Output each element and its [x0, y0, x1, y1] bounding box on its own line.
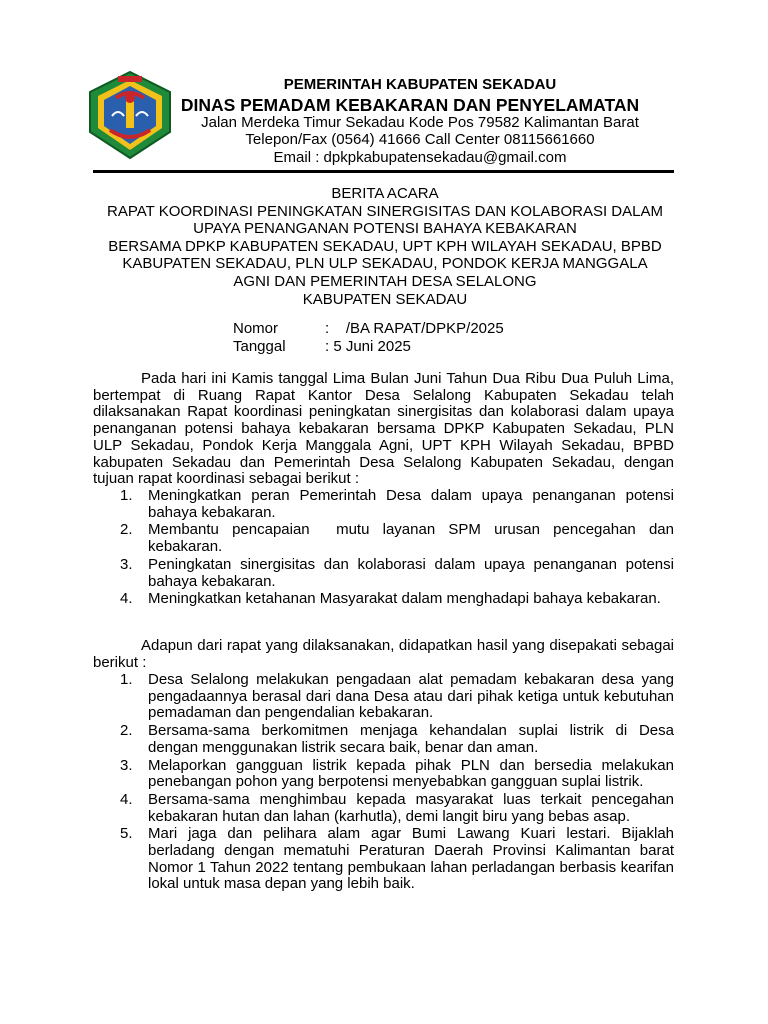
results-intro: Adapun dari rapat yang dilaksanakan, didapatkan hasil yang disepakati sebagai berikut :: [93, 637, 674, 671]
letterhead-agency: DINAS PEMADAM KEBAKARAN DAN PENYELAMATAN: [180, 95, 640, 115]
list-text: Peningkatan sinergisitas dan kolaborasi dalam upaya penanganan potensi bahaya kebakaran.: [148, 555, 674, 590]
list-item: [93, 758, 674, 791]
list-text: Mari jaga dan pelihara alam agar Bumi Lawang Kuari lestari. Bijaklah berladang dengan mematuhi Peraturan Daerah Provinsi Kalimantan barat Nomor 1 Tahun 2022 tentang pembukaan lahan perladangan berbasis kearifan lokal untuk masa depan yang lebih baik.: [148, 825, 674, 893]
list-item: [93, 672, 674, 722]
title-line: BERSAMA DPKP KABUPATEN SEKADAU, UPT KPH WILAYAH SEKADAU, BPBD: [108, 237, 662, 255]
list-item: [93, 557, 674, 590]
letterhead-address: Jalan Merdeka Timur Sekadau Kode Pos 79582 Kalimantan Barat: [201, 114, 639, 131]
letterhead-divider: [93, 170, 674, 173]
list-number: 3.: [120, 756, 133, 774]
list-text: Bersama-sama berkomitmen menjaga kehandalan suplai listrik di Desa dengan menggunakan listrik secara baik, benar dan aman.: [148, 722, 674, 756]
list-item: [93, 591, 674, 608]
list-text: Meningkatkan ketahanan Masyarakat dalam menghadapi bahaya kebakaran.: [148, 590, 661, 608]
list-number: 1.: [120, 487, 133, 504]
results-list: [93, 672, 674, 894]
tanggal-row: [233, 338, 504, 356]
tanggal-value: : 5 Juni 2025: [325, 338, 411, 355]
title-line: AGNI DAN PEMERINTAH DESA SELALONG: [233, 272, 537, 290]
list-number: 2.: [120, 722, 133, 740]
list-item: [93, 792, 674, 825]
letterhead-email: Email : dpkpkabupatensekadau@gmail.com: [273, 149, 567, 166]
title-line: KABUPATEN SEKADAU: [302, 290, 468, 308]
list-number: 2.: [120, 521, 133, 539]
title-line: UPAYA PENANGANAN POTENSI BAHAYA KEBAKARAN: [193, 220, 577, 238]
list-item: [93, 723, 674, 756]
document-title: [80, 185, 690, 308]
intro-section: [93, 371, 674, 488]
title-line: BERITA ACARA: [331, 185, 439, 202]
nomor-value: : /BA RAPAT/DPKP/2025: [325, 320, 504, 337]
letterhead-government: PEMERINTAH KABUPATEN SEKADAU: [283, 76, 557, 93]
list-item: [93, 488, 674, 521]
nomor-label: Nomor: [233, 320, 279, 337]
nomor-row: [233, 320, 504, 338]
list-number: 1.: [120, 671, 133, 688]
list-item: [93, 826, 674, 893]
letterhead-phone: Telepon/Fax (0564) 41666 Call Center 08115661660: [245, 131, 595, 148]
list-number: 5.: [120, 825, 133, 843]
list-text: Membantu pencapaian mutu layanan SPM urusan pencegahan dan kebakaran.: [148, 521, 679, 556]
list-text: Melaporkan gangguan listrik kepada pihak PLN dan bersedia melakukan penebangan pohon yang berpotensi menyebabkan gangguan suplai listrik.: [148, 756, 674, 791]
intro-paragraph: Pada hari ini Kamis tanggal Lima Bulan Juni Tahun Dua Ribu Dua Puluh Lima, bertempat di Ruang Rapat Kantor Desa Selalong Kabupaten Sekadau telah dilaksanakan Rapat koordinasi peningkatan sinergisitas dan kolaborasi dalam upaya penanganan potensi bahaya kebakaran bersama DPKP Kabupaten Sekadau, PLN ULP Sekadau, Pondok Kerja Manggala Agni, UPT KPH Wilayah Sekadau, BPBD kabupaten Sekadau dan Pemerintah Desa Selalong Kabupaten Sekadau, dengan tujuan rapat koordinasi sebagai berikut :: [93, 370, 674, 488]
title-line: RAPAT KOORDINASI PENINGKATAN SINERGISITAS DAN KOLABORASI DALAM: [107, 202, 663, 220]
results-section: [93, 638, 674, 671]
list-number: 4.: [120, 590, 133, 608]
list-text: Bersama-sama menghimbau kepada masyarakat luas terkait pencegahan kebakaran hutan dan lahan (karhutla), demi langit biru yang bebas asap.: [148, 790, 674, 825]
goals-list: [93, 487, 679, 609]
list-text: Meningkatkan peran Pemerintah Desa dalam upaya penanganan potensi bahaya kebakaran.: [148, 487, 674, 521]
list-number: 3.: [120, 555, 133, 573]
tanggal-label: Tanggal: [233, 338, 286, 355]
list-number: 4.: [120, 790, 133, 808]
title-line: KABUPATEN SEKADAU, PLN ULP SEKADAU, PONDOK KERJA MANGGALA: [122, 255, 648, 273]
list-item: [93, 521, 679, 556]
list-text: Desa Selalong melakukan pengadaan alat pemadam kebakaran desa yang pengadaannya berasal dari dana Desa atau dari pihak ketiga untuk kebutuhan pemadaman dan pengendalian kebakaran.: [148, 671, 674, 722]
document-meta: [233, 320, 504, 356]
